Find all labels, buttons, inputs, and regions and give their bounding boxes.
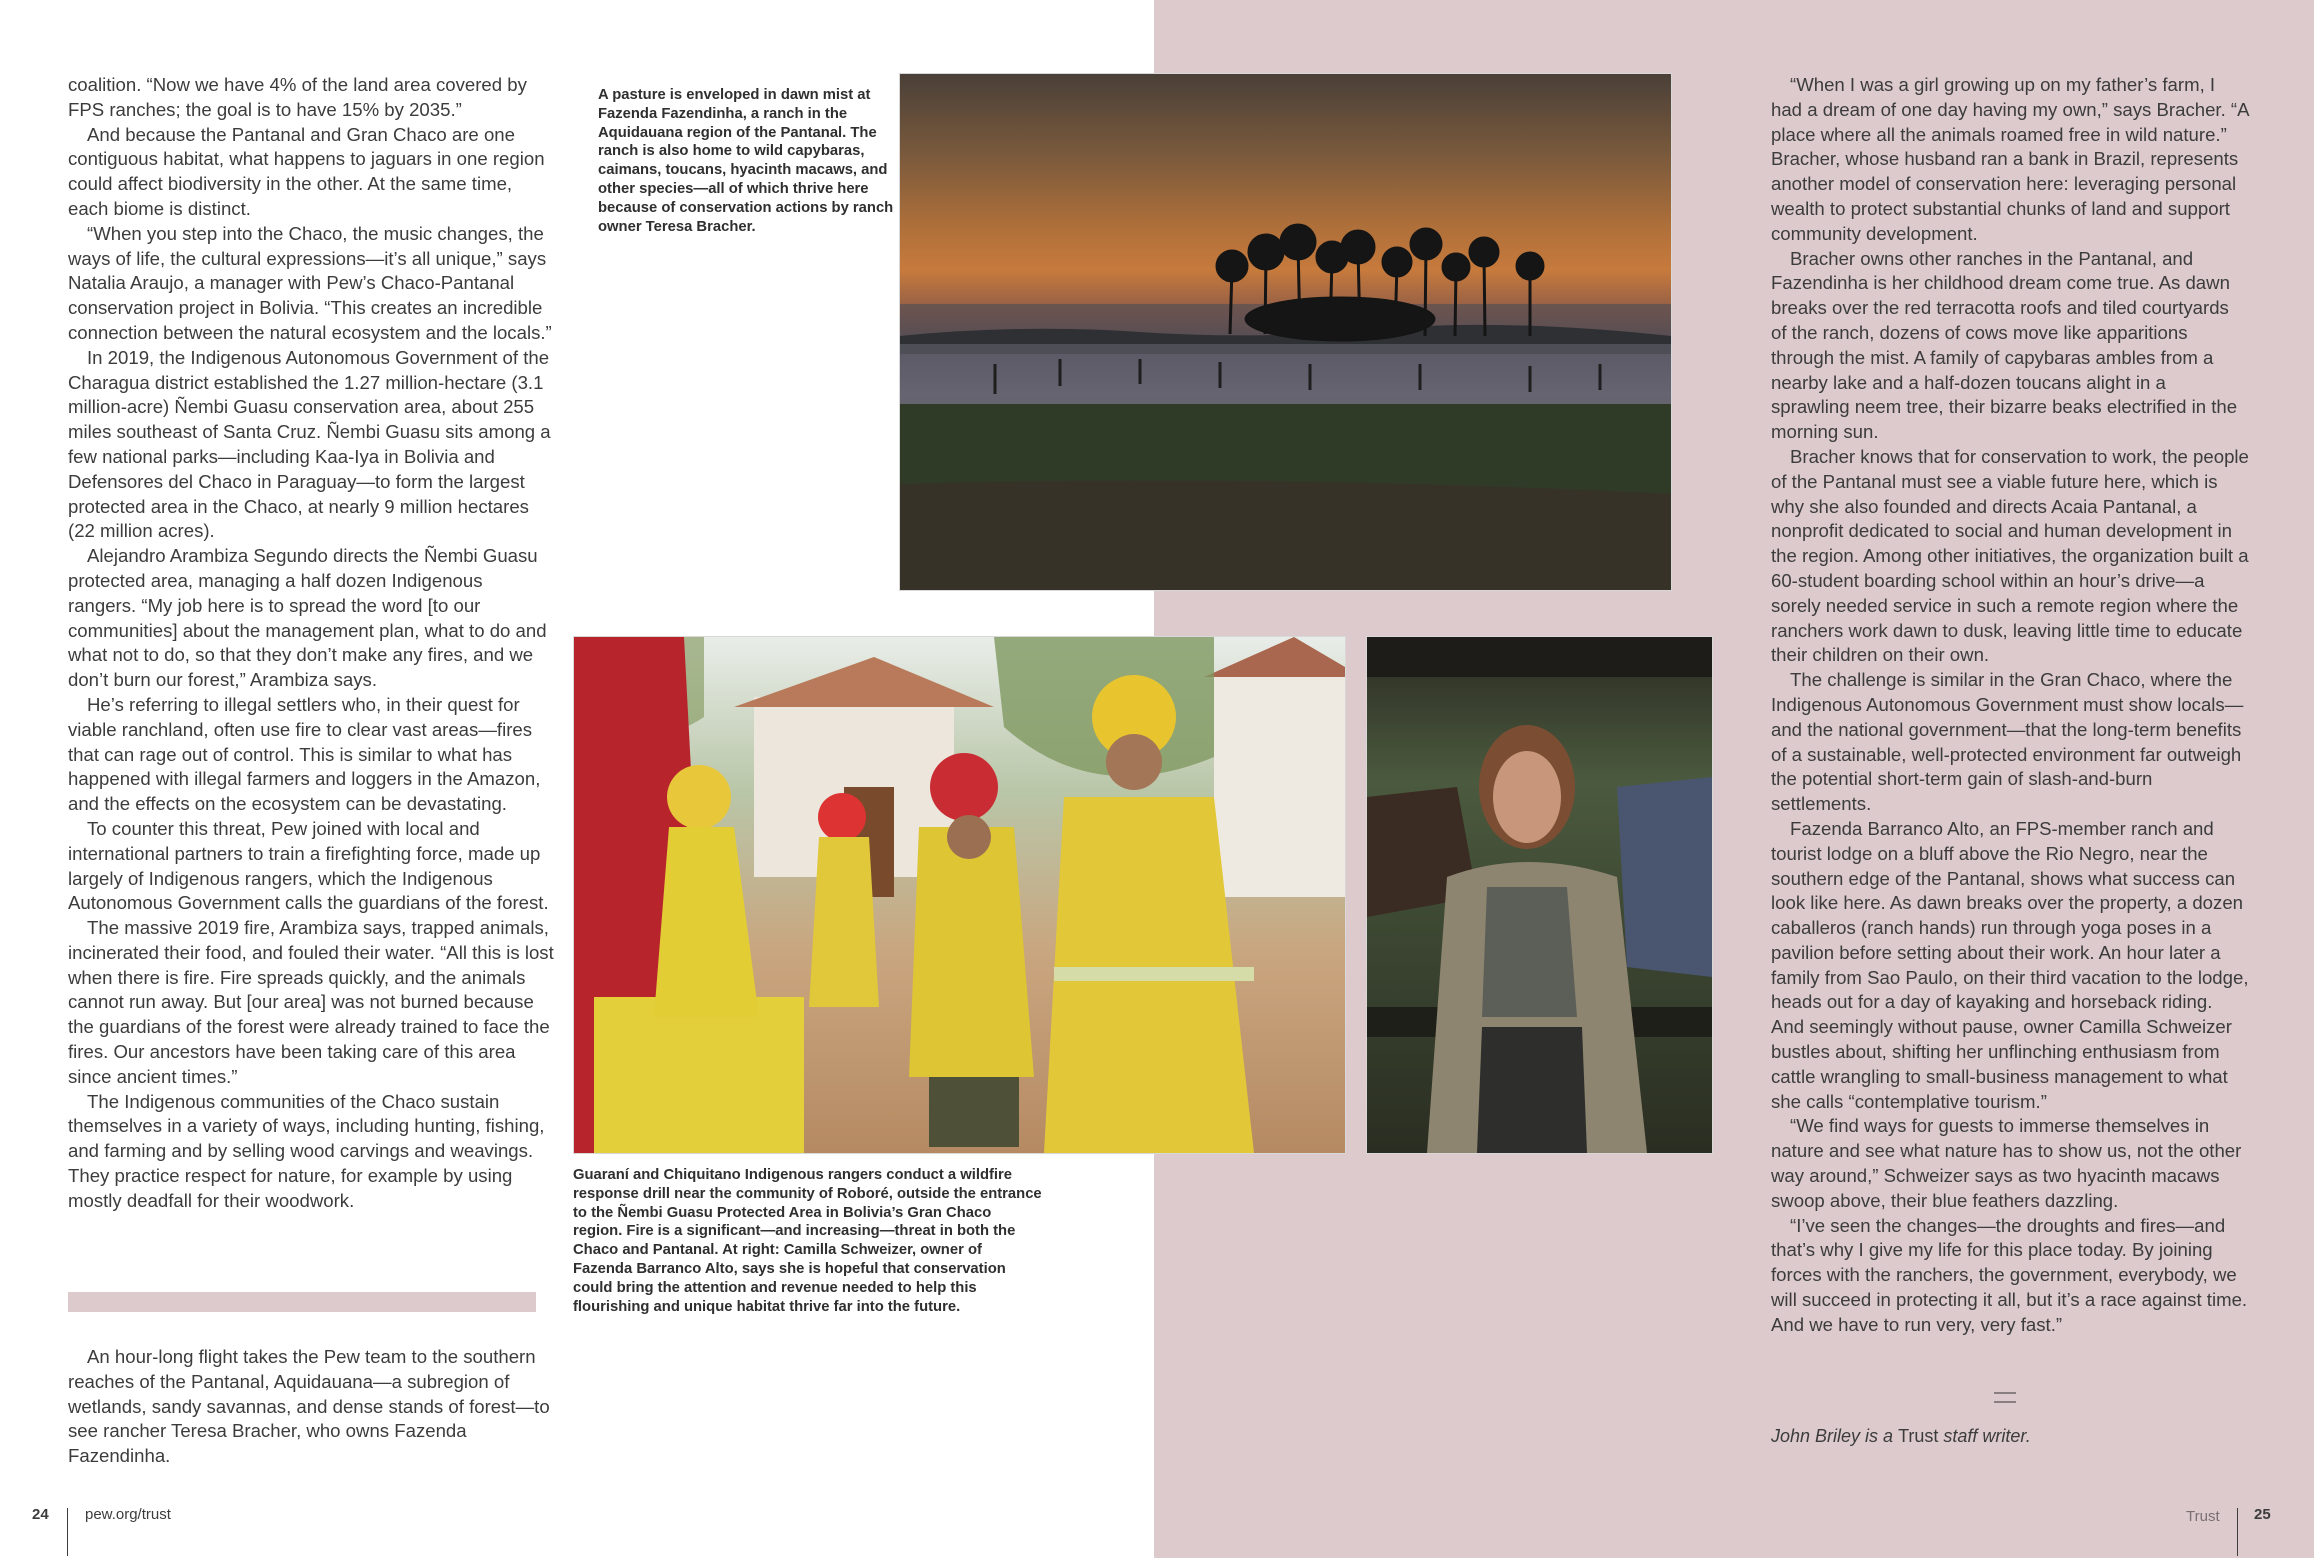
article-paragraph: The massive 2019 fire, Arambiza says, trapped animals, incinerated their food, and fouled their water. “All this is lost when there is fire. Fire spreads quickly, and the animals cannot run away. But [our area] was not burned because the guardians of the forest were already trained to face the fires. Our ancestors have been taking care of this area since ancient times.” — [68, 917, 554, 1087]
author-byline — [1771, 1426, 2031, 1447]
footer-publication-name: Trust — [2186, 1508, 2220, 1525]
article-paragraph: Bracher owns other ranches in the Pantanal, and Fazendinha is her childhood dream come true. As dawn breaks over the red terracotta roofs and tiled courtyards of the ranch, dozens of cows move like apparitions through the mist. A family of capybaras ambles from a nearby lake and a half-dozen toucans alight in a sprawling neem tree, their bizarre beaks electrified in the morning sun. — [1771, 247, 2238, 443]
section-break-bar — [68, 1292, 536, 1312]
article-paragraph: coalition. “Now we have 4% of the land area covered by FPS ranches; the goal is to have 15% by 2035.” — [68, 74, 527, 120]
article-paragraph: The challenge is similar in the Gran Chaco, where the Indigenous Autonomous Government must show locals—and the national government—that the long-term benefits of a sustainable, well-protected environment far outweigh the potential short-term gain of slash-and-burn settlements. — [1771, 669, 2244, 815]
rangers-illustration — [574, 637, 1345, 1153]
photo-caption-top: A pasture is enveloped in dawn mist at Fazenda Fazendinha, a ranch in the Aquidauana region of the Pantanal. The ranch is also home to wild capybaras, caimans, toucans, hyacinth macaws, and other species—all of which thrive here because of conservation actions by ranch owner Teresa Bracher. — [598, 87, 894, 235]
article-paragraph: “When you step into the Chaco, the music changes, the ways of life, the cultural expressions—it’s all unique,” says Natalia Araujo, a manager with Pew’s Chaco-Pantanal conservation project in Bolivia. “This creates an incredible connection between the natural ecosystem and the locals.” — [68, 222, 552, 343]
footer-divider-left — [67, 1508, 68, 1556]
article-paragraph: He’s referring to illegal settlers who, in their quest for viable ranchland, often use fire to clear vast areas—fires that can rage out of control. This is similar to what has happened with illegal farmers and loggers in the Amazon, and the effects on the ecosystem can be devastating. — [68, 693, 541, 815]
article-paragraph: Alejandro Arambiza Segundo directs the Ñembi Guasu protected area, managing a half dozen Indigenous rangers. “My job here is to spread the word [to our communities] about the management plan, what to do and what not to do, so that they don’t make any fires, and we don’t burn our forest,” Arambiza says. — [68, 545, 547, 691]
pasture-dawn-mist-photo — [899, 73, 1672, 591]
article-paragraph: To counter this threat, Pew joined with local and international partners to train a firefighting force, made up largely of Indigenous rangers, which the Indigenous Autonomous Government calls the guardians of the forest. — [68, 817, 549, 914]
article-end-mark — [1994, 1392, 2016, 1403]
article-paragraph: An hour-long flight takes the Pew team to the southern reaches of the Pantanal, Aquidauana—a subregion of wetlands, sandy savannas, and dense stands of forest—to see rancher Teresa Bracher, who owns Fazenda Fazendinha. — [68, 1346, 550, 1467]
article-paragraph: And because the Pantanal and Gran Chaco are one contiguous habitat, what happens to jaguars in one region could affect biodiversity in the other. At the same time, each biome is distinct. — [68, 123, 545, 219]
article-paragraph: The Indigenous communities of the Chaco sustain themselves in a variety of ways, including hunting, fishing, and farming and by selling wood carvings and weavings. They practice respect for nature, for example by using mostly deadfall for their woodwork. — [68, 1090, 545, 1211]
left-article-column — [68, 73, 554, 1214]
photo-caption-bottom: Guaraní and Chiquitano Indigenous rangers conduct a wildfire response drill near the community of Roboré, outside the entrance to the Ñembi Guasu Protected Area in Bolivia’s Gran Chaco region. Fire is a significant—and increasing—threat in both the Chaco and Pantanal. At right: Camilla Schweizer, owner of Fazenda Barranco Alto, says she is hopeful that conservation could bring the attention and revenue needed to help this flourishing and unique habitat thrive far into the future. — [573, 1167, 1042, 1315]
footer-url-link[interactable]: pew.org/trust — [85, 1506, 171, 1523]
camilla-schweizer-portrait-photo — [1366, 636, 1713, 1154]
article-paragraph: Bracher knows that for conservation to work, the people of the Pantanal must see a viable future here, which is why she also founded and directs Acaia Pantanal, a nonprofit dedicated to social and human development in the region. Among other initiatives, the organization built a 60-student boarding school within an hour’s drive—a sorely needed service in such a remote region where the ranchers work dawn to dusk, leaving little time to educate their children on their own. — [1771, 445, 2249, 666]
article-paragraph: “When I was a girl growing up on my father’s farm, I had a dream of one day having my own,” says Bracher. “A place where all the animals roamed free in wild nature.” Bracher, whose husband ran a bank in Brazil, represents another model of conservation here: leveraging personal wealth to protect substantial chunks of land and support community development. — [1771, 74, 2249, 244]
article-paragraph: Fazenda Barranco Alto, an FPS-member ranch and tourist lodge on a bluff above the Rio Negro, near the southern edge of the Pantanal, shows what success can look like here. As dawn breaks over the property, a dozen caballeros (ranch hands) run through yoga poses in a pavilion before setting about their work. An hour later a family from Sao Paulo, on their third vacation to the lodge, heads out for a day of kayaking and horseback riding. And seemingly without pause, owner Camilla Schweizer bustles about, shifting her unflinching enthusiasm from cattle wrangling to small-business management to what she calls “contemplative tourism.” — [1771, 817, 2249, 1112]
right-article-column — [1771, 73, 2249, 1338]
byline-publication: Trust — [1898, 1426, 1939, 1446]
palm-silhouette-illustration — [900, 74, 1671, 590]
left-page-number: 24 — [32, 1506, 49, 1523]
rangers-wildfire-drill-photo — [573, 636, 1346, 1154]
footer-divider-right — [2237, 1508, 2238, 1556]
byline-suffix: staff writer. — [1938, 1426, 2031, 1446]
portrait-illustration — [1367, 637, 1712, 1153]
byline-prefix: John Briley is a — [1771, 1426, 1899, 1446]
article-paragraph: “I’ve seen the changes—the droughts and fires—and that’s why I give my life for this place today. By joining forces with the ranchers, the government, everybody, we will succeed in protecting it all, but it’s a race against time. And we have to run very, very fast.” — [1771, 1214, 2248, 1335]
left-article-continuation — [68, 1345, 554, 1469]
article-paragraph: “We find ways for guests to immerse themselves in nature and see what nature has to show us, not the other way around,” Schweizer says as two hyacinth macaws swoop above, their blue feathers dazzling. — [1771, 1115, 2242, 1211]
article-paragraph: In 2019, the Indigenous Autonomous Government of the Charagua district established the 1.27 million-hectare (3.1 million-acre) Ñembi Guasu conservation area, about 255 miles southeast of Santa Cruz. Ñembi Guasu sits among a few national parks—including Kaa-Iya in Bolivia and Defensores del Chaco in Paraguay—to form the largest protected area in the Chaco, at nearly 9 million hectares (22 million acres). — [68, 346, 551, 542]
right-page-number: 25 — [2254, 1506, 2271, 1523]
